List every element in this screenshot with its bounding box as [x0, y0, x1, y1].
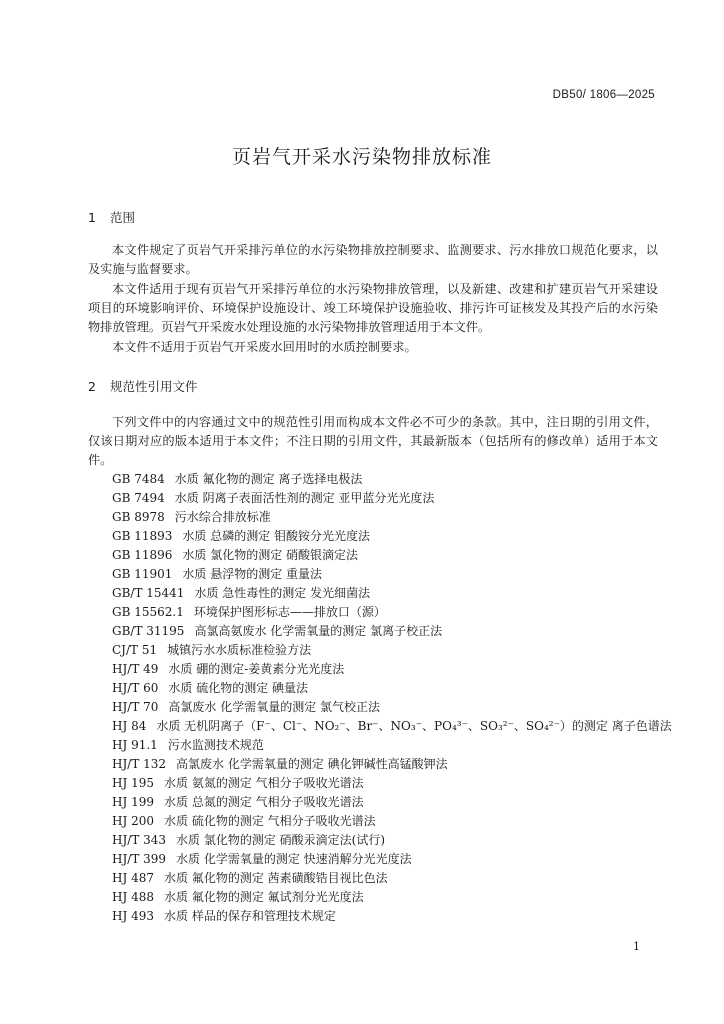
page-number: 1 [633, 940, 640, 953]
reference-title: 水质 悬浮物的测定 重量法 [182, 567, 323, 581]
reference-title: 水质 样品的保存和管理技术规定 [164, 909, 336, 923]
reference-title: 污水综合排放标准 [174, 510, 271, 524]
section-1-heading [88, 208, 135, 226]
reference-title: 城镇污水水质标准检验方法 [167, 643, 312, 657]
reference-title: 水质 总氮的测定 气相分子吸收光谱法 [164, 795, 364, 809]
section-title: 范围 [109, 210, 135, 225]
section-2-heading [88, 377, 198, 395]
reference-code: HJ 195 [112, 776, 154, 790]
reference-item [112, 603, 672, 622]
references-intro: 下列文件中的内容通过文中的规范性引用而构成本文件必不可少的条款。其中，注日期的引用文件，仅该日期对应的版本适用于本文件；不注日期的引用文件，其最新版本（包括所有的修改单）适用于本文件。 [88, 415, 658, 467]
section-number: 1 [88, 210, 96, 225]
reference-code: HJ 488 [112, 890, 154, 904]
reference-title: 高氯废水 化学需氧量的测定 氯气校正法 [168, 700, 381, 714]
reference-title: 水质 氟化物的测定 氟试剂分光光度法 [164, 890, 364, 904]
reference-title: 水质 硼的测定-姜黄素分光光度法 [168, 662, 345, 676]
reference-code: HJ 487 [112, 871, 154, 885]
reference-code: GB 7484 [112, 472, 165, 486]
reference-code: GB 7494 [112, 491, 165, 505]
reference-code: GB 8978 [112, 510, 165, 524]
reference-title: 污水监测技术规范 [167, 738, 264, 752]
reference-code: HJ/T 60 [112, 681, 159, 695]
section-title: 规范性引用文件 [109, 379, 198, 394]
reference-title: 水质 阴离子表面活性剂的测定 亚甲蓝分光光度法 [174, 491, 435, 505]
reference-title: 水质 氟化物的测定 茜素磺酸锆目视比色法 [164, 871, 388, 885]
reference-item [112, 888, 672, 907]
reference-item [112, 527, 672, 546]
scope-paragraph-1: 本文件规定了页岩气开采排污单位的水污染物排放控制要求、监测要求、污水排放口规范化要求，以及实施与监督要求。 [88, 243, 658, 276]
reference-item [112, 641, 672, 660]
reference-title: 水质 硫化物的测定 碘量法 [168, 681, 309, 695]
reference-item [112, 812, 672, 831]
reference-code: HJ 199 [112, 795, 154, 809]
reference-code: HJ/T 70 [112, 700, 159, 714]
reference-item [112, 660, 672, 679]
document-code: DB50/ 1806—2025 [552, 89, 655, 101]
reference-item [112, 489, 672, 508]
reference-item [112, 831, 672, 850]
reference-code: HJ/T 49 [112, 662, 159, 676]
reference-title: 水质 氯化物的测定 硝酸银滴定法 [182, 548, 359, 562]
reference-title: 环境保护图形标志——排放口（源） [193, 605, 386, 619]
reference-item [112, 565, 672, 584]
reference-item [112, 736, 672, 755]
reference-item [112, 622, 672, 641]
reference-code: GB/T 31195 [112, 624, 185, 638]
reference-item [112, 584, 672, 603]
reference-title: 水质 化学需氧量的测定 快速消解分光光度法 [176, 852, 412, 866]
reference-code: GB 11896 [112, 548, 173, 562]
reference-item [112, 717, 672, 736]
reference-item [112, 508, 672, 527]
reference-code: HJ 84 [112, 719, 147, 733]
reference-code: HJ/T 132 [112, 757, 167, 771]
reference-code: HJ/T 343 [112, 833, 167, 847]
reference-item [112, 698, 672, 717]
reference-code: CJ/T 51 [112, 643, 158, 657]
reference-title: 水质 急性毒性的测定 发光细菌法 [194, 586, 371, 600]
reference-code: GB 11893 [112, 529, 173, 543]
reference-code: HJ/T 399 [112, 852, 167, 866]
reference-title: 水质 氯化物的测定 硝酸汞滴定法(试行) [176, 833, 386, 847]
reference-item [112, 679, 672, 698]
reference-title: 高氯高氨废水 化学需氧量的测定 氯离子校正法 [194, 624, 443, 638]
reference-code: GB 11901 [112, 567, 173, 581]
scope-paragraph-2: 本文件适用于现有页岩气开采排污单位的水污染物排放管理，以及新建、改建和扩建页岩气开采建设项目的环境影响评价、环境保护设施设计、竣工环境保护设施验收、排污许可证核发及其投产后的水污染物排放管理。页岩气开采废水处理设施的水污染物排放管理适用于本文件。 [88, 282, 658, 334]
reference-code: HJ 200 [112, 814, 154, 828]
reference-item [112, 850, 672, 869]
reference-title: 水质 总磷的测定 钼酸铵分光光度法 [182, 529, 371, 543]
reference-code: GB/T 15441 [112, 586, 185, 600]
reference-item [112, 907, 672, 926]
scope-paragraph-3: 本文件不适用于页岩气开采废水回用时的水质控制要求。 [112, 340, 417, 354]
reference-item [112, 546, 672, 565]
reference-code: GB 15562.1 [112, 605, 184, 619]
reference-title: 水质 氟化物的测定 离子选择电极法 [174, 472, 363, 486]
reference-item [112, 774, 672, 793]
reference-title: 水质 无机阴离子（F⁻、Cl⁻、NO₂⁻、Br⁻、NO₃⁻、PO₄³⁻、SO₃²⁻、SO₄²⁻）的测定 离子色谱法 [156, 719, 672, 733]
reference-item [112, 869, 672, 888]
reference-title: 高氯废水 化学需氧量的测定 碘化钾碱性高锰酸钾法 [176, 757, 448, 771]
section-number: 2 [88, 379, 96, 394]
reference-title: 水质 氨氮的测定 气相分子吸收光谱法 [164, 776, 364, 790]
reference-code: HJ 91.1 [112, 738, 158, 752]
reference-item [112, 470, 672, 489]
reference-code: HJ 493 [112, 909, 154, 923]
reference-title: 水质 硫化物的测定 气相分子吸收光谱法 [164, 814, 376, 828]
reference-item [112, 793, 672, 812]
reference-list [112, 470, 672, 926]
document-title: 页岩气开采水污染物排放标准 [231, 146, 492, 168]
reference-item [112, 755, 672, 774]
